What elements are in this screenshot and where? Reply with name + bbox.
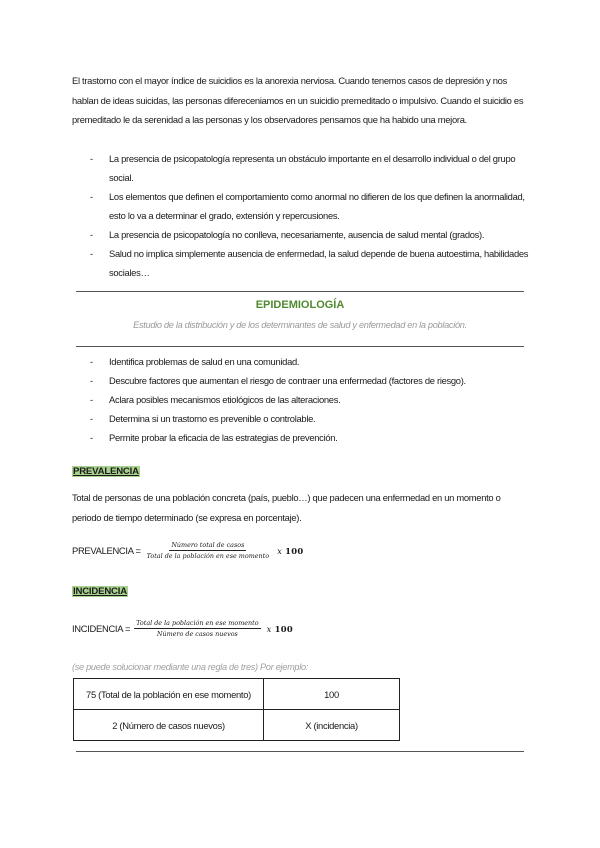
list-item: - La presencia de psicopatología representa un obstáculo importante en el desarrollo individual o del grupo social. — [90, 149, 530, 187]
table-cell: 75 (Total de la población en ese momento) — [74, 679, 264, 710]
prevalencia-formula — [72, 541, 303, 560]
list-item: - Determina si un trastorno es prevenible o controlable. — [90, 409, 530, 428]
example-note: (se puede solucionar mediante una regla de tres) Por ejemplo: — [72, 662, 309, 672]
list-item: - Los elementos que definen el comportamiento como anormal no difieren de los que definen la anormalidad, esto lo va a determinar el grado, extensión y repercusiones. — [90, 187, 530, 225]
fraction-denominator: Número de casos nuevos — [156, 630, 238, 638]
psychopathology-list — [90, 149, 530, 282]
list-item: - La presencia de psicopatología no conlleva, necesariamente, ausencia de salud mental (grados). — [90, 225, 530, 244]
rule-of-three-table — [73, 678, 400, 741]
formula-multiplier — [277, 546, 303, 556]
divider — [76, 751, 524, 752]
multiplier-value: 100 — [285, 545, 304, 556]
epidemiology-list — [90, 352, 530, 447]
formula-fraction — [145, 541, 271, 560]
table-cell: 2 (Número de casos nuevos) — [74, 710, 264, 741]
table-cell: 100 — [264, 679, 400, 710]
list-item: - Descubre factores que aumentan el riesgo de contraer una enfermedad (factores de riesgo). — [90, 371, 530, 390]
multiplier-symbol: x — [266, 623, 272, 634]
multiplier-value: 100 — [274, 623, 293, 634]
fraction-numerator: Número total de casos — [171, 541, 245, 549]
divider — [76, 346, 524, 347]
prevalencia-heading: PREVALENCIA — [73, 466, 139, 477]
formula-fraction — [134, 619, 260, 638]
formula-label: PREVALENCIA = — [72, 545, 141, 556]
fraction-numerator: Total de la población en ese momento — [136, 619, 259, 627]
multiplier-symbol: x — [277, 545, 283, 556]
epidemiology-subtitle: Estudio de la distribución y de los determinantes de salud y enfermedad en la población. — [133, 320, 467, 330]
divider — [76, 291, 524, 292]
list-item: - Permite probar la eficacia de las estrategias de prevención. — [90, 428, 530, 447]
incidencia-heading: INCIDENCIA — [73, 586, 127, 597]
table-cell: X (incidencia) — [264, 710, 400, 741]
epidemiology-title: EPIDEMIOLOGÍA — [255, 299, 345, 311]
table-row — [74, 710, 400, 741]
formula-multiplier — [267, 624, 293, 634]
fraction-denominator: Total de la población en ese momento — [146, 552, 270, 560]
prevalencia-definition: Total de personas de una población concreta (país, pueblo…) que padecen una enfermedad en un momento o periodo de tiempo determinado (se expresa en porcentaje). — [72, 492, 501, 523]
list-item: - Identifica problemas de salud en una comunidad. — [90, 352, 530, 371]
table-row — [74, 679, 400, 710]
formula-label: INCIDENCIA = — [72, 623, 131, 634]
list-item: - Salud no implica simplemente ausencia de enfermedad, la salud depende de buena autoestima, habilidades sociales… — [90, 244, 530, 282]
list-item: - Aclara posibles mecanismos etiológicos de las alteraciones. — [90, 390, 530, 409]
intro-paragraph: El trastorno con el mayor índice de suicidios es la anorexia nerviosa. Cuando tenemos casos de depresión y nos hablan de ideas suicidas, las personas difereceniamos en un suicidio premeditado o impulsivo. Cuando el suicidio es premeditado le da serenidad a las personas y los observadores pensamos que ha habido una mejora. — [72, 75, 524, 125]
incidencia-formula — [72, 619, 293, 638]
